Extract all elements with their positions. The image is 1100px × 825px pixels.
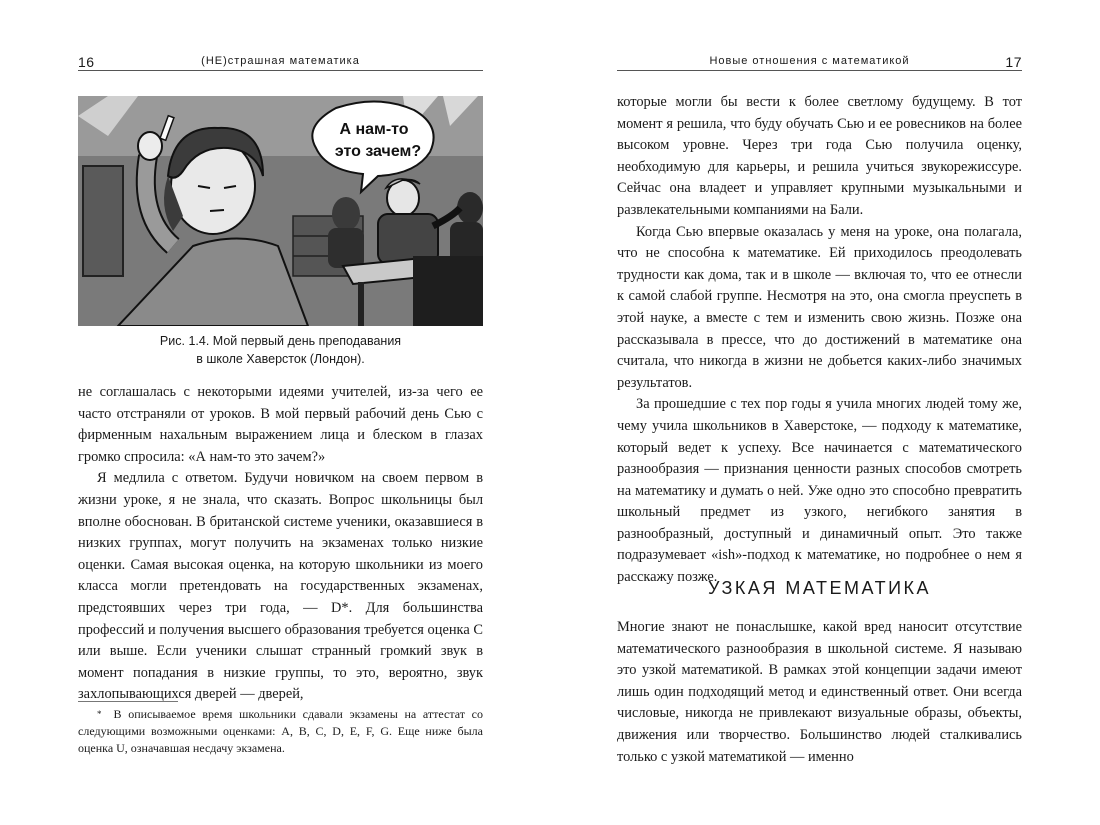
caption-line-1: Рис. 1.4. Мой первый день преподавания [159,334,402,348]
speech-bubble-line2: это зачем? [334,143,422,160]
paragraph: Когда Сью впервые оказалась у меня на уроке, она полагала, что не способна к математике. Ей приходилось преодолевать трудности как дома, так и в школе — включая то, что ее отнесли к самой слабой группе. Несмотря на это, она смогла преуспеть в этой науке, а вместе с тем и изменить свою жизнь. Позже она рассказывала в прессе, что до достижений в математике она считала, что никогда в жизни не добьется каких-либо значимых результатов. [617,223,1022,391]
right-body-text [617,92,1022,589]
footnote [78,706,483,757]
page-number: 17 [1005,54,1022,70]
running-head: (НЕ)страшная математика [201,55,360,67]
section-heading: УЗКАЯ МАТЕМАТИКА [707,578,931,598]
left-page [78,0,483,825]
page-number: 16 [78,54,95,70]
figure-caption [78,332,483,368]
paragraph: которые могли бы вести к более светлому будущему. В тот момент я решила, что буду обучать Сью и ее ровесников на более высоком уровне. Через три года Сью получила оценку, необходимую для карьеры, и решила учиться звукорежиссуре. Сейчас она владеет и управляет крупными музыкальными и развлекательными компаниями на Бали. [617,94,1022,218]
paragraph: Я медлила с ответом. Будучи новичком на своем первом в жизни уроке, я не знала, что сказать. Вопрос школьницы был вполне обоснован. В британской системе ученики, оказавшиеся в низких группах, могут получить на экзаменах только низкие оценки. Самая высокая оценка, на которую школьники из моего класса могли претендовать на государственных экзаменах, предстоявших через три года, — D*. Для большинства профессий и получения высшего образования требуется оценка C или выше. Если ученики слышат странный громкий звук в момент попадания в низкие группы, то это, вероятно, звук захлопывающихся дверей — дверей, [78,470,483,703]
right-body-text-bottom [617,617,1022,768]
classroom-drawing [78,96,483,326]
header-rule [78,70,483,71]
paragraph: За прошедшие с тех пор годы я учила многих людей тому же, чему учила школьников в Хаверстоке, — подходу к математике, который ведет к успеху. Все начинается с математического разнообразия — признания ценности разных способов смотреть на математику и думать о ней. Уже одно это способно превратить школьный предмет из узкого, негибкого занятия в разнообразный, доступный и динамичный опыт. Это также подразумевает «ish»-подход к математике, но подробнее о нем я расскажу позже. [617,396,1022,586]
running-head: Новые отношения с математикой [709,55,910,67]
footnote-rule [78,701,178,702]
left-body-text [78,382,483,706]
paragraph: не соглашалась с некоторыми идеями учителей, из-за чего ее часто отстраняли от уроков. В мой первый рабочий день Сью с фирменным нахальным выражением лица и блеском в глазах громко спросила: «А нам-то это зачем?» [78,384,483,465]
comic-illustration [78,96,483,326]
caption-line-2: в школе Хаверсток (Лондон). [196,352,365,366]
paragraph: Многие знают не понаслышке, какой вред наносит отсутствие математического разнообразия в школьной системе. Я называю это узкой математикой. В рамках этой концепции задачи имеют лишь один подходящий метод и единственный ответ. Они всегда числовые, никогда не привлекают визуальные образы, объекты, движения или творчество. Большинство людей сталкивались только с узкой математикой — именно [617,619,1022,765]
left-page-header [78,54,483,74]
header-rule [617,70,1022,71]
right-page [617,0,1022,825]
footnote-mark: * [97,709,102,719]
right-page-header [617,54,1022,74]
footnote-text: В описываемое время школьники сдавали экзамены на аттестат со следующими возможными оценками: A, B, C, D, E, F, G. Еще ниже была оценка U, означавшая несдачу экзамена. [78,707,483,755]
speech-bubble-line1: А нам-то [339,121,409,138]
